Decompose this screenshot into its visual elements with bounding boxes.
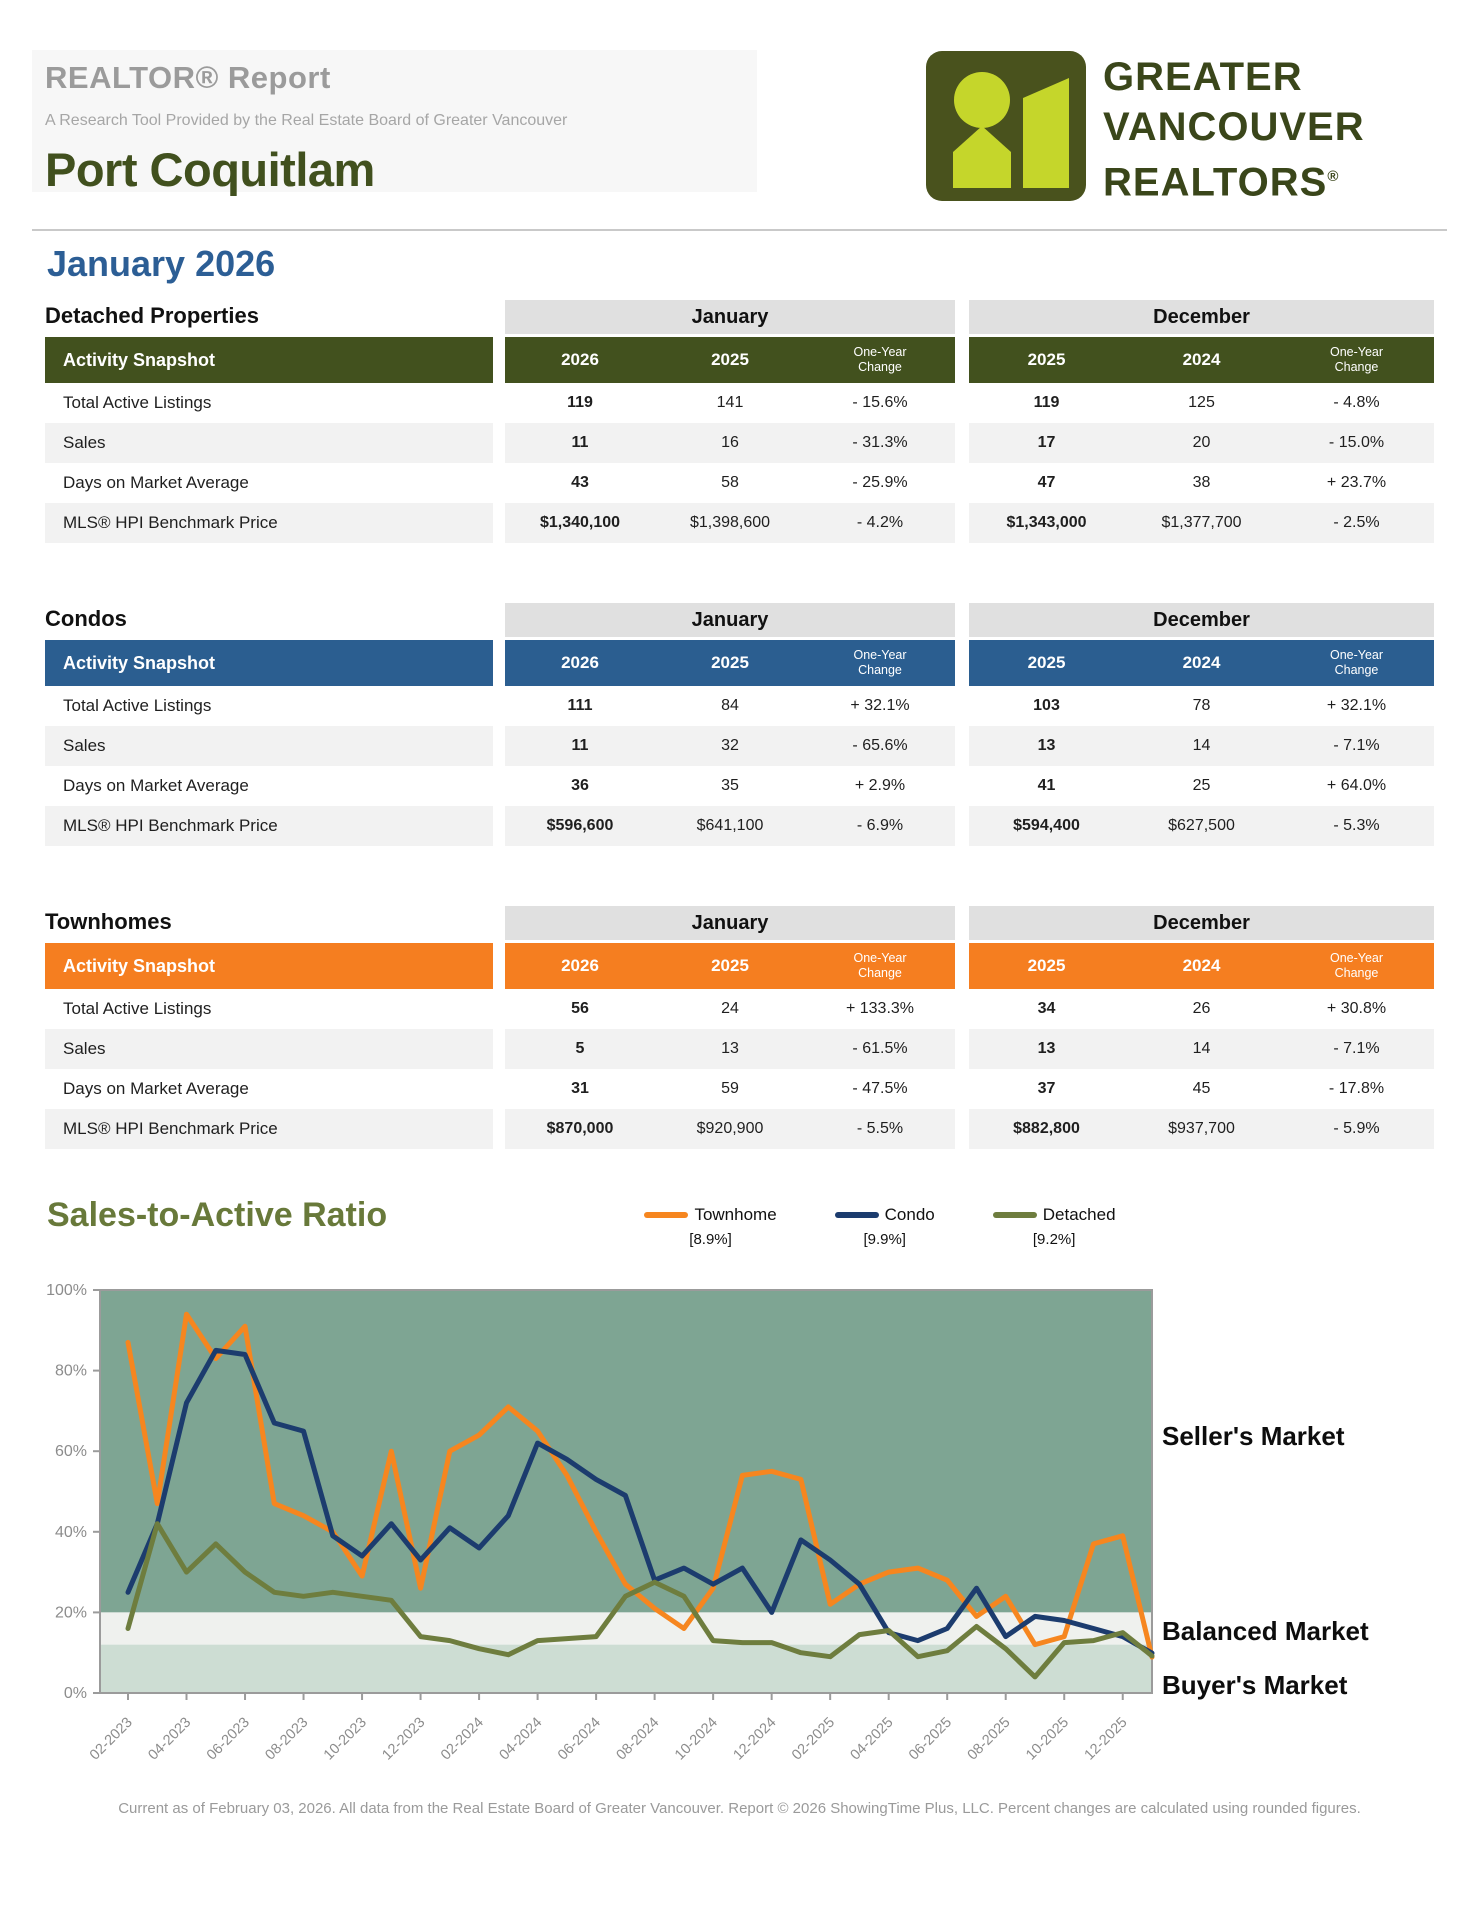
table-row-values (969, 806, 1434, 846)
table-cell: 32 (721, 737, 739, 754)
row-label-text: MLS® HPI Benchmark Price (63, 513, 278, 532)
table-cell: $596,600 (546, 817, 614, 834)
column-header: 2025 (711, 956, 749, 975)
row-label-text: Days on Market Average (63, 1079, 249, 1098)
table-cell: - 15.6% (852, 394, 908, 411)
activity-snapshot-header (45, 640, 493, 686)
table-cell: $1,343,000 (1006, 514, 1087, 531)
year-header-group (969, 337, 1434, 383)
table-row-values (505, 686, 955, 726)
page-title: Port Coquitlam (45, 143, 375, 196)
table-cell: + 30.8% (1326, 1000, 1387, 1017)
table-cell: 56 (571, 1000, 589, 1017)
x-tick-label: 06-2024 (554, 1714, 604, 1764)
month-band: January (505, 300, 955, 334)
month-band: December (969, 300, 1434, 334)
legend-name: Detached (1042, 1205, 1116, 1224)
table-row-values (969, 503, 1434, 543)
table-cell: - 4.8% (1333, 394, 1380, 411)
table-cell: 14 (1192, 737, 1211, 754)
table-row-values (505, 1069, 955, 1109)
table-row-values (969, 766, 1434, 806)
townhome-legend-swatch (644, 1212, 688, 1218)
column-header: 2024 (1182, 350, 1221, 369)
period-title: January 2026 (47, 243, 276, 284)
table-row-label (45, 1109, 493, 1149)
table-cell: 59 (721, 1080, 739, 1097)
row-label-text: Sales (63, 1039, 106, 1058)
row-label-text: Sales (63, 433, 106, 452)
logo-line-2: VANCOUVER (1103, 105, 1365, 149)
x-tick-label: 08-2023 (262, 1714, 312, 1764)
condo-legend-swatch (835, 1212, 879, 1218)
table-cell: - 65.6% (852, 737, 908, 754)
table-row-label (45, 503, 493, 543)
year-header-group (505, 943, 955, 989)
x-tick-label: 10-2024 (672, 1714, 721, 1764)
chart-legend (500, 1205, 1260, 1248)
activity-snapshot-label: Activity Snapshot (63, 652, 216, 673)
table-cell: 84 (721, 697, 739, 714)
table-cell: 58 (721, 474, 739, 491)
column-header: One-Year Change (853, 345, 907, 374)
table-cell: 119 (567, 394, 593, 411)
chart-title: Sales-to-Active Ratio (47, 1196, 388, 1234)
section-title: Townhomes (45, 909, 172, 934)
month-band: January (505, 906, 955, 940)
x-tick-label: 06-2023 (203, 1714, 253, 1764)
x-tick-label: 08-2025 (964, 1714, 1014, 1764)
table-cell: + 133.3% (845, 1000, 915, 1017)
column-header: One-Year Change (1329, 951, 1384, 980)
activity-snapshot-label: Activity Snapshot (63, 955, 216, 976)
column-header: 2025 (711, 653, 749, 672)
table-cell: - 61.5% (852, 1040, 908, 1057)
table-cell: + 2.9% (854, 777, 906, 794)
section-title: Detached Properties (45, 303, 259, 328)
table-cell: $882,800 (1013, 1120, 1080, 1137)
table-cell: 5 (575, 1040, 585, 1057)
x-tick-label: 12-2023 (379, 1714, 429, 1764)
table-row-values (969, 989, 1434, 1029)
table-cell: 13 (1037, 1040, 1056, 1057)
sales-to-active-chart (0, 1258, 1479, 1803)
table-row-label (45, 766, 493, 806)
table-cell: - 7.1% (1333, 737, 1380, 754)
row-label-text: Days on Market Average (63, 473, 249, 492)
table-row-values (505, 383, 955, 423)
column-header: 2025 (1027, 653, 1066, 672)
activity-snapshot-header (45, 943, 493, 989)
table-row-values (969, 423, 1434, 463)
month-band: January (505, 603, 955, 637)
table-row-values (505, 503, 955, 543)
table-cell: - 5.5% (856, 1120, 904, 1137)
logo-line-1: GREATER (1103, 55, 1303, 99)
table-row-label (45, 726, 493, 766)
table-row-label (45, 423, 493, 463)
legend-current-value: [8.9%] (689, 1231, 732, 1248)
column-header: One-Year Change (1329, 345, 1384, 374)
table-cell: 37 (1037, 1080, 1056, 1097)
column-header: 2025 (1027, 956, 1066, 975)
table-row-values (969, 1029, 1434, 1069)
legend-item (644, 1205, 776, 1248)
row-label-text: Total Active Listings (63, 999, 212, 1018)
x-tick-label: 10-2025 (1023, 1714, 1073, 1764)
table-row-values (505, 463, 955, 503)
table-row-values (505, 766, 955, 806)
legend-entry (644, 1205, 776, 1225)
table-cell: $870,000 (546, 1120, 614, 1137)
column-header: One-Year Change (1329, 648, 1384, 677)
table-cell: 35 (721, 777, 739, 794)
legend-name: Condo (884, 1205, 935, 1224)
table-cell: 11 (571, 434, 589, 451)
table-cell: 38 (1192, 474, 1211, 491)
table-cell: - 2.5% (1333, 514, 1380, 531)
report-title: REALTOR® Report (45, 60, 331, 95)
y-tick-label: 40% (54, 1523, 87, 1541)
gvr-logo-icon (925, 50, 1087, 207)
table-cell: 43 (571, 474, 589, 491)
table-cell: 34 (1037, 1000, 1056, 1017)
column-header: 2026 (561, 956, 599, 975)
table-row-values (505, 989, 955, 1029)
legend-item (835, 1205, 935, 1248)
table-cell: 25 (1192, 777, 1211, 794)
table-cell: + 64.0% (1326, 777, 1387, 794)
row-label-text: MLS® HPI Benchmark Price (63, 816, 278, 835)
table-cell: 141 (716, 394, 744, 411)
row-label-text: Sales (63, 736, 106, 755)
legend-item (993, 1205, 1116, 1248)
table-row-label (45, 463, 493, 503)
table-cell: $594,400 (1013, 817, 1080, 834)
y-tick-label: 100% (46, 1282, 87, 1299)
table-row-label (45, 383, 493, 423)
x-tick-label: 12-2024 (730, 1714, 780, 1764)
table-cell: + 23.7% (1326, 474, 1387, 491)
buyer-s-market-label: Buyer's Market (1162, 1670, 1348, 1700)
table-row-values (505, 1029, 955, 1069)
column-header: 2025 (1027, 350, 1066, 369)
logo-line-3: REALTORS® (1103, 160, 1340, 205)
table-row-values (505, 806, 955, 846)
table-row-values (505, 423, 955, 463)
table-cell: - 5.9% (1333, 1120, 1380, 1137)
table-row-label (45, 1069, 493, 1109)
legend-entry (993, 1205, 1116, 1225)
table-cell: 103 (1033, 697, 1060, 714)
row-label-text: Total Active Listings (63, 696, 212, 715)
x-tick-label: 04-2024 (496, 1714, 546, 1764)
column-header: One-Year Change (853, 648, 907, 677)
year-header-group (969, 640, 1434, 686)
table-row-values (505, 726, 955, 766)
row-label-text: Total Active Listings (63, 393, 212, 412)
legend-entry (835, 1205, 935, 1225)
table-cell: 41 (1037, 777, 1056, 794)
table-cell: - 4.2% (856, 514, 904, 531)
x-tick-label: 02-2025 (789, 1714, 838, 1764)
table-cell: 16 (721, 434, 739, 451)
legend-name: Townhome (694, 1205, 777, 1224)
x-tick-label: 02-2024 (437, 1714, 487, 1764)
y-tick-label: 0% (63, 1685, 87, 1702)
table-cell: 17 (1037, 434, 1056, 451)
x-tick-label: 06-2025 (906, 1714, 956, 1764)
year-header-group (505, 337, 955, 383)
table-cell: 36 (571, 777, 589, 794)
seller-s-market-band (100, 1290, 1152, 1612)
y-tick-label: 80% (54, 1362, 87, 1380)
table-cell: 47 (1037, 474, 1056, 491)
table-cell: $627,500 (1168, 817, 1235, 834)
table-cell: - 7.1% (1333, 1040, 1380, 1057)
table-cell: + 32.1% (1326, 697, 1387, 714)
table-cell: $1,398,600 (689, 514, 771, 531)
table-row-values (505, 1109, 955, 1149)
row-label-text: Days on Market Average (63, 776, 249, 795)
table-cell: 78 (1192, 697, 1211, 714)
table-cell: - 17.8% (1328, 1080, 1385, 1097)
table-cell: - 15.0% (1328, 434, 1385, 451)
table-cell: $937,700 (1168, 1120, 1235, 1137)
table-cell: 14 (1192, 1040, 1211, 1057)
column-header: One-Year Change (853, 951, 907, 980)
column-header: 2024 (1182, 956, 1221, 975)
chart-svg (0, 1258, 1479, 1798)
table-cell: $641,100 (696, 817, 764, 834)
table-cell: 31 (571, 1080, 589, 1097)
table-row-values (969, 463, 1434, 503)
table-cell: 26 (1192, 1000, 1211, 1017)
column-header: 2024 (1182, 653, 1221, 672)
table-cell: - 25.9% (852, 474, 908, 491)
table-cell: - 31.3% (852, 434, 908, 451)
x-tick-label: 10-2023 (320, 1714, 370, 1764)
table-cell: 13 (1037, 737, 1056, 754)
table-row-values (969, 1109, 1434, 1149)
buyer-s-market-band (100, 1645, 1152, 1693)
table-cell: 125 (1188, 394, 1215, 411)
table-cell: 20 (1192, 434, 1211, 451)
table-cell: $1,340,100 (539, 514, 621, 531)
x-tick-label: 04-2023 (145, 1714, 195, 1764)
table-row-values (969, 383, 1434, 423)
gvr-logo-wordmark (1103, 52, 1365, 207)
x-tick-label: 08-2024 (613, 1714, 663, 1764)
x-tick-label: 04-2025 (847, 1714, 897, 1764)
table-cell: $1,377,700 (1161, 514, 1242, 531)
row-label-text: MLS® HPI Benchmark Price (63, 1119, 278, 1138)
registered-mark: ® (1327, 168, 1340, 185)
activity-snapshot-label: Activity Snapshot (63, 349, 216, 370)
table-cell: + 32.1% (850, 697, 910, 714)
section-title: Condos (45, 606, 127, 631)
table-cell: - 5.3% (1333, 817, 1380, 834)
table-cell: - 6.9% (856, 817, 904, 834)
table-cell: 13 (721, 1040, 739, 1057)
table-row-values (969, 686, 1434, 726)
report-subtitle: A Research Tool Provided by the Real Estate Board of Greater Vancouver (45, 112, 568, 129)
year-header-group (505, 640, 955, 686)
header-divider (32, 229, 1447, 231)
x-tick-label: 02-2023 (86, 1714, 136, 1764)
table-row-label (45, 686, 493, 726)
table-cell: 11 (571, 737, 589, 754)
table-cell: 24 (721, 1000, 739, 1017)
table-row-values (969, 1069, 1434, 1109)
column-header: 2025 (711, 350, 749, 369)
table-cell: - 47.5% (852, 1080, 908, 1097)
activity-snapshot-header (45, 337, 493, 383)
year-header-group (969, 943, 1434, 989)
table-cell: 111 (567, 697, 593, 714)
table-cell: 119 (1033, 394, 1060, 411)
table-row-label (45, 989, 493, 1029)
detached-legend-swatch (993, 1212, 1037, 1218)
table-row-values (969, 726, 1434, 766)
seller-s-market-label: Seller's Market (1162, 1421, 1345, 1451)
table-row-label (45, 806, 493, 846)
column-header: 2026 (561, 350, 599, 369)
y-tick-label: 60% (54, 1443, 87, 1461)
x-tick-label: 12-2025 (1081, 1714, 1131, 1764)
legend-current-value: [9.9%] (863, 1231, 906, 1248)
column-header: 2026 (561, 653, 599, 672)
footer-disclaimer: Current as of February 03, 2026. All data from the Real Estate Board of Greater Vancouver. Report © 2026 ShowingTime Plus, LLC. Percent changes are calculated using rounded figures. (118, 1800, 1361, 1817)
month-band: December (969, 906, 1434, 940)
month-band: December (969, 603, 1434, 637)
balanced-market-label: Balanced Market (1162, 1616, 1369, 1646)
y-tick-label: 20% (54, 1604, 87, 1622)
table-cell: 45 (1192, 1080, 1211, 1097)
legend-current-value: [9.2%] (1032, 1231, 1076, 1248)
table-row-label (45, 1029, 493, 1069)
table-cell: $920,900 (696, 1120, 764, 1137)
